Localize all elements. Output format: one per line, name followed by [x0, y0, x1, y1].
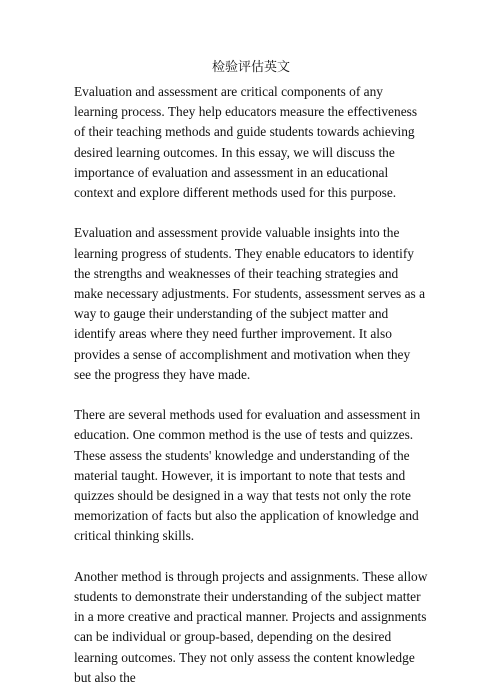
- document-body: [74, 82, 430, 688]
- paragraph-3: There are several methods used for evaluation and assessment in education. One common method is the use of tests and quizzes. These assess the students' knowledge and understanding of the material taught. However, it is important to note that tests and quizzes should be designed in a way that tests not only the rote memorization of facts but also the application of knowledge and critical thinking skills.: [74, 407, 421, 544]
- paragraph-4: Another method is through projects and assignments. These allow students to demonstrate their understanding of the subject matter in a more creative and practical manner. Projects and assignments can be individual or group-based, depending on the desired learning outcomes. They not only assess the content knowledge but also the: [74, 568, 428, 685]
- paragraph-2: Evaluation and assessment provide valuable insights into the learning progress of students. They enable educators to identify the strengths and weaknesses of their teaching strategies and make necessary adjustments. For students, assessment serves as a way to gauge their understanding of the subject matter and identify areas where they need further improvement. It also provides a sense of accomplishment and motivation when they see the progress they have made.: [74, 225, 426, 382]
- document-title: 检验评估英文: [211, 60, 290, 75]
- paragraph-1: Evaluation and assessment are critical components of any learning process. They help educators measure the effectiveness of their teaching methods and guide students towards achieving desired learning outcomes. In this essay, we will discuss the importance of evaluation and assessment in an educational context and explore different methods used for this purpose.: [74, 84, 418, 201]
